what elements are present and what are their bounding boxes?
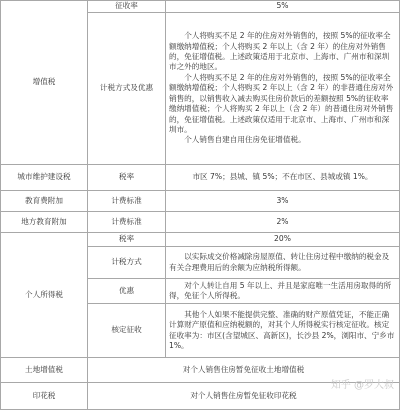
vat-name: 增值税: [1, 1, 88, 165]
watermark: 知乎 @罗大叔: [330, 380, 394, 391]
table-row: [1, 165, 400, 191]
iit-rate-label: 税率: [88, 233, 166, 247]
urban-tax-label: 税率: [88, 165, 166, 191]
edu-fee-name: 教育费附加: [1, 191, 88, 212]
table-row: [1, 233, 400, 247]
vat-method-value: [166, 13, 400, 165]
edu-fee-label: 计费标准: [88, 191, 166, 212]
stamp-tax-name: 印花税: [1, 383, 88, 410]
land-tax-name: 土地增值税: [1, 358, 88, 383]
table-row: [1, 1, 400, 13]
iit-name: 个人所得税: [1, 233, 88, 358]
stamp-tax-value: 对个人销售住房暂免征收印花税: [88, 383, 400, 410]
vat-method-para-3: 个人销售自建自用住房免征增值税。: [184, 135, 306, 145]
iit-verify-value: [166, 304, 400, 358]
table-row: [1, 212, 400, 233]
vat-rate-label: 征收率: [88, 1, 166, 13]
urban-tax-name: 城市维护建设税: [1, 165, 88, 191]
iit-pref-text: 对个人转让自用 5 年以上、并且是家庭唯一生活用房取得的所得，免征个人所得税。: [169, 280, 392, 300]
vat-method-para-1: 个人将购买不足 2 年的住房对外销售的，按照 5%的征收率全额缴纳增值税；个人将购买 2 年以上（含 2 年）的住房对外销售的，免征增值税。上述政策适用于北京市、上海市、广州市和深圳市之外的地区。: [169, 31, 391, 72]
local-edu-fee-value: 2%: [166, 212, 400, 233]
iit-pref-label: 优惠: [88, 279, 166, 304]
vat-method-para-2: 个人将购买不足 2 年的住房对外销售的，按照 5%的征收率全额缴纳增值税；个人将购买 2 年以上（含 2 年）的非普通住房对外销售的，以销售收入减去购买住房价款后的差额按照 5%的征收率缴纳增值税；个人将购买 2 年以上（含 2 年）的普通住房对外销售的，免征增值税。上述政策仅适用于北京市、上海市、广州市和深圳市。: [169, 72, 394, 134]
iit-method-label: 计税方式: [88, 247, 166, 279]
iit-rate-value: 20%: [166, 233, 400, 247]
table-row: [1, 191, 400, 212]
land-tax-value: 对个人销售住房暂免征收土地增值税: [88, 358, 400, 383]
vat-rate-value: 5%: [166, 1, 400, 13]
iit-method-text: 以实际成交价格减除房屋原值、转让住房过程中缴纳的税金及有关合理费用后的余额为应纳税所得额。: [169, 252, 390, 272]
iit-method-value: [166, 247, 400, 279]
local-edu-fee-label: 计费标准: [88, 212, 166, 233]
vat-method-label: 计税方式及优惠: [88, 13, 166, 165]
edu-fee-value: 3%: [166, 191, 400, 212]
iit-pref-value: [166, 279, 400, 304]
local-edu-fee-name: 地方教育附加: [1, 212, 88, 233]
iit-verify-text: 其他个人如果不能提供完整、准确的财产原值凭证，不能正确计算财产原值和应纳税额的，对其个人所得税实行核定征收。核定征收率为：市区(含望城区、高新区)，长沙县 2%，浏阳市、宁乡市 1%。: [169, 309, 395, 350]
iit-verify-label: 核定征收: [88, 304, 166, 358]
urban-tax-value: 市区 7%；县城、镇 5%；不在市区、县城或镇 1%。: [166, 165, 400, 191]
